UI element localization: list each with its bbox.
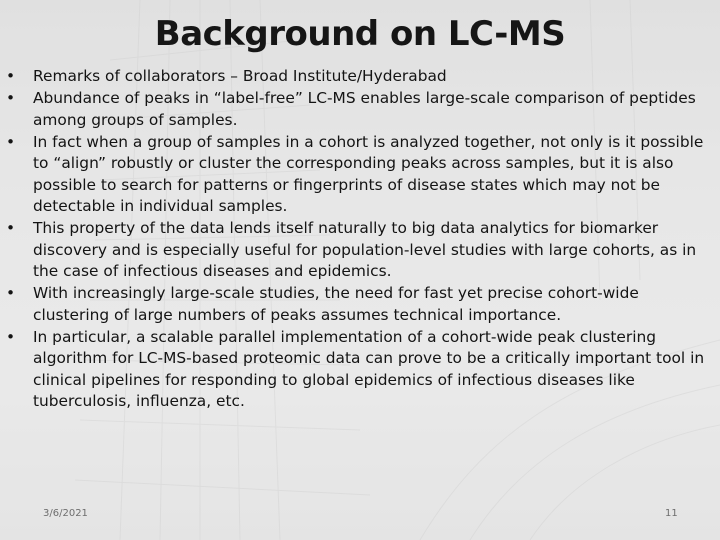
bullet-text: In particular, a scalable parallel implementation of a cohort-wide peak clustering algorithm for LC-MS-based proteomic data can prove to be a critically important tool in clinical pipelines for responding to global epidemics of infectious diseases like tuberculosis, influenza, etc. [33, 327, 705, 410]
slide-title: Background on LC-MS [154, 14, 566, 54]
bullet-marker: • [6, 327, 16, 346]
bullet-item [0, 132, 712, 218]
bullet-text: Remarks of collaborators – Broad Institute/Hyderabad [33, 67, 447, 85]
bullet-marker: • [6, 132, 16, 151]
bullet-marker: • [6, 89, 16, 107]
bullet-item [0, 66, 712, 88]
bullet-text: In fact when a group of samples in a cohort is analyzed together, not only is it possible to “align” robustly or cluster the corresponding peaks across samples, but it is also possible to search for patterns or fingerprints of disease states which may not be detectable in individual samples. [33, 132, 704, 215]
bullet-list [0, 66, 712, 413]
footer-date: 3/6/2021 [43, 508, 88, 519]
bullet-marker: • [6, 67, 16, 85]
bullet-item [0, 327, 712, 413]
bullet-marker: • [6, 284, 16, 302]
bullet-item [0, 88, 712, 131]
bullet-text: This property of the data lends itself naturally to big data analytics for biomarker discovery and is especially useful for population-level studies with large cohorts, as in the case of infectious diseases and epidemics. [33, 219, 697, 280]
bullet-marker: • [6, 219, 16, 237]
footer-page-number: 11 [665, 508, 678, 519]
bullet-item [0, 283, 712, 326]
bullet-item [0, 218, 712, 283]
bullet-text: With increasingly large-scale studies, the need for fast yet precise cohort-wide clustering of large numbers of peaks assumes technical importance. [33, 284, 639, 324]
bullet-text: Abundance of peaks in “label-free” LC-MS enables large-scale comparison of peptides among groups of samples. [33, 89, 696, 129]
